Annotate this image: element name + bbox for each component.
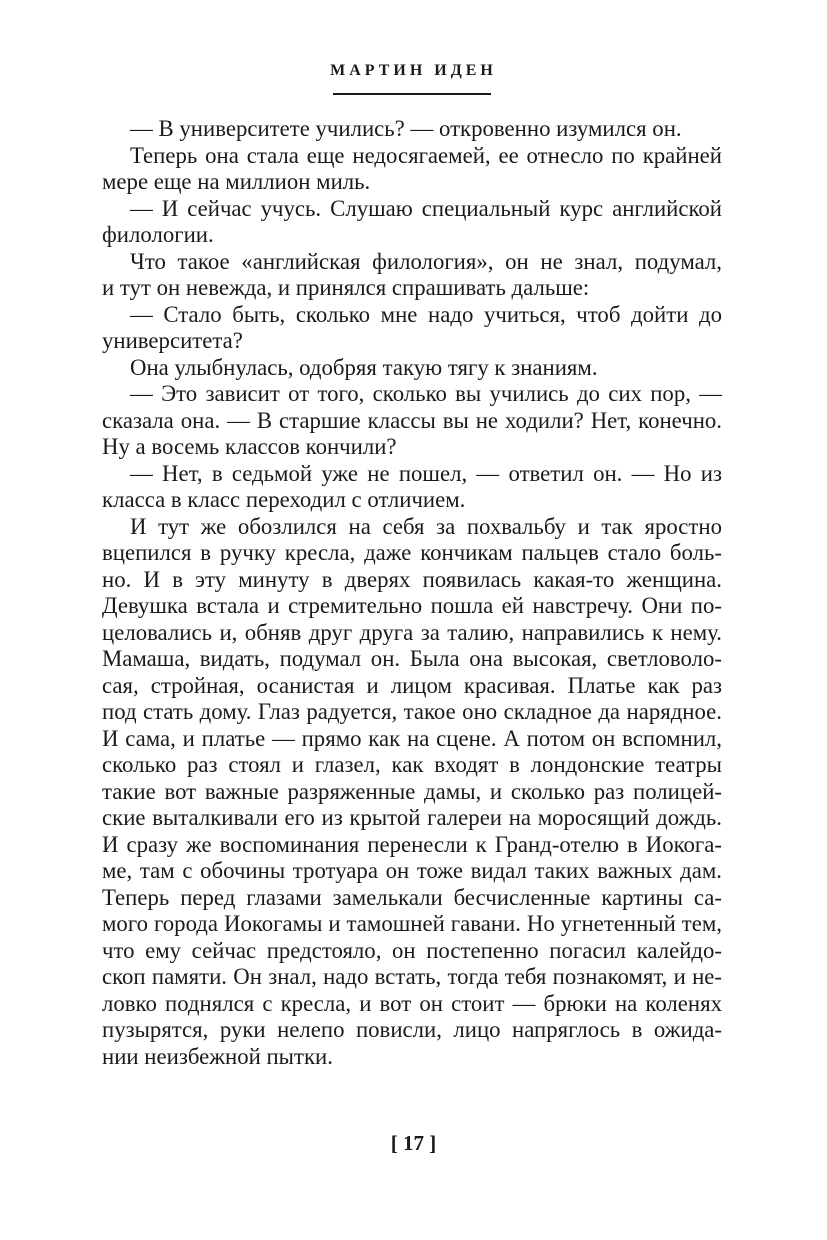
text-line: сколько раз стоял и глазел, как входят в лондонские театры bbox=[102, 752, 722, 777]
text-line: класса в класс переходил с отличием. bbox=[102, 487, 466, 512]
text-line: сая, стройная, осанистая и лицом красивая. Платье как раз bbox=[102, 672, 722, 698]
text-line: ловко поднялся с кресла, и вот он стоит — брюки на коленях bbox=[102, 990, 722, 1016]
page-number: [ 17 ] bbox=[390, 1131, 437, 1155]
text-line: И сразу же воспоминания перенесли к Гранд-отелю в Иокога- bbox=[102, 831, 722, 857]
text-line: целовались и, обняв друг друга за талию, направились к нему. bbox=[102, 619, 722, 645]
body-text bbox=[102, 116, 722, 1070]
text-line: Девушка встала и стремительно пошла ей навстречу. Они по- bbox=[102, 593, 722, 618]
text-line: Что такое «английская филология», он не знал, подумал, bbox=[130, 248, 722, 274]
text-line: — И сейчас учусь. Слушаю специальный курс английской bbox=[130, 195, 722, 221]
text-line: нии неизбежной пытки. bbox=[102, 1043, 333, 1069]
text-line: — Нет, в седьмой уже не пошел, — ответил он. — Но из bbox=[130, 460, 722, 486]
text-line: университета? bbox=[102, 328, 243, 353]
text-line: Теперь она стала еще недосягаемей, ее отнесло по крайней bbox=[130, 142, 722, 168]
text-line: Ну а восемь классов кончили? bbox=[102, 434, 397, 459]
text-line: Она улыбнулась, одобряя такую тягу к знаниям. bbox=[130, 354, 598, 380]
text-line: скоп памяти. Он знал, надо встать, тогда тебя познакомят, и не- bbox=[102, 964, 722, 989]
running-head-rule bbox=[333, 93, 491, 95]
running-head: МАРТИН ИДЕН bbox=[330, 62, 497, 79]
text-line: ские выталкивали его из крытой галереи на моросящий дождь. bbox=[102, 805, 722, 830]
text-line: — В университете учились? — откровенно изумился он. bbox=[130, 116, 682, 141]
text-line: сказала она. — В старшие классы вы не ходили? Нет, конечно. bbox=[102, 407, 722, 433]
text-line: Теперь перед глазами замелькали бесчисленные картины са- bbox=[102, 884, 722, 910]
text-line: мого города Иокогамы и тамошней гавани. Но угнетенный тем, bbox=[102, 911, 722, 936]
text-line: такие вот важные разряженные дамы, и сколько раз полицей- bbox=[102, 778, 722, 804]
text-line: но. И в эту минуту в дверях появилась какая-то женщина. bbox=[102, 566, 722, 592]
text-line: И сама, и платье — прямо как на сцене. А потом он вспомнил, bbox=[102, 725, 722, 751]
text-line: ме, там с обочины тротуара он тоже видал таких важных дам. bbox=[102, 858, 722, 883]
text-line: филологии. bbox=[102, 222, 214, 247]
text-line: под стать дому. Глаз радуется, такое оно складное да нарядное. bbox=[102, 699, 722, 724]
text-line: и тут он невежда, и принялся спрашивать дальше: bbox=[102, 275, 590, 300]
text-line: — Это зависит от того, сколько вы учились до сих пор, — bbox=[130, 381, 722, 406]
text-line: вцепился в ручку кресла, даже кончикам пальцев стало боль- bbox=[102, 540, 722, 565]
text-line: что ему сейчас предстояло, он постепенно погасил калейдо- bbox=[102, 937, 722, 963]
text-line: мере еще на миллион миль. bbox=[102, 169, 371, 194]
text-line: Мамаша, видать, подумал он. Была она высокая, светловоло- bbox=[102, 646, 722, 671]
text-line: пузырятся, руки нелепо повисли, лицо напряглось в ожида- bbox=[102, 1017, 722, 1042]
text-line: — Стало быть, сколько мне надо учиться, чтоб дойти до bbox=[130, 301, 722, 327]
text-line: И тут же обозлился на себя за похвальбу и так яростно bbox=[130, 513, 722, 539]
